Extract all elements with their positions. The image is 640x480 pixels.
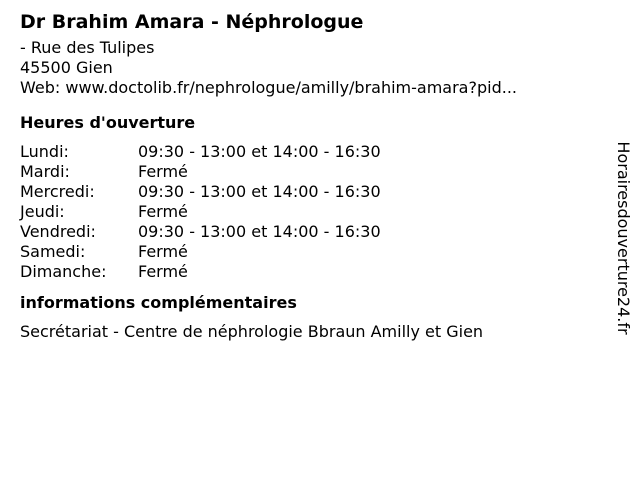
day-hours: 09:30 - 13:00 et 14:00 - 16:30 xyxy=(138,182,381,201)
day-label: Vendredi: xyxy=(20,222,96,241)
opening-hours-table xyxy=(20,142,600,282)
day-hours: Fermé xyxy=(138,262,188,281)
additional-info-heading: informations complémentaires xyxy=(20,293,297,312)
listing-card xyxy=(20,8,600,342)
hours-row-wednesday xyxy=(20,182,600,202)
website-link[interactable]: Web: www.doctolib.fr/nephrologue/amilly/brahim-amara?pid... xyxy=(20,78,517,97)
day-label: Samedi: xyxy=(20,242,86,261)
site-watermark: Horairesdouverture24.fr xyxy=(614,141,633,335)
page-title: Dr Brahim Amara - Néphrologue xyxy=(20,11,364,33)
hours-row-thursday xyxy=(20,202,600,222)
hours-row-friday xyxy=(20,222,600,242)
city-postal: 45500 Gien xyxy=(20,58,113,77)
day-hours: 09:30 - 13:00 et 14:00 - 16:30 xyxy=(138,142,381,161)
day-label: Dimanche: xyxy=(20,262,107,281)
street-address: - Rue des Tulipes xyxy=(20,38,155,57)
hours-row-sunday xyxy=(20,262,600,282)
additional-info-text: Secrétariat - Centre de néphrologie Bbraun Amilly et Gien xyxy=(20,322,484,341)
day-label: Mercredi: xyxy=(20,182,95,201)
day-hours: Fermé xyxy=(138,242,188,261)
address-block xyxy=(20,38,600,98)
day-hours: 09:30 - 13:00 et 14:00 - 16:30 xyxy=(138,222,381,241)
day-hours: Fermé xyxy=(138,162,188,181)
day-label: Mardi: xyxy=(20,162,70,181)
day-hours: Fermé xyxy=(138,202,188,221)
hours-row-monday xyxy=(20,142,600,162)
hours-row-saturday xyxy=(20,242,600,262)
day-label: Lundi: xyxy=(20,142,69,161)
opening-hours-heading: Heures d'ouverture xyxy=(20,113,196,132)
hours-row-tuesday xyxy=(20,162,600,182)
day-label: Jeudi: xyxy=(20,202,65,221)
